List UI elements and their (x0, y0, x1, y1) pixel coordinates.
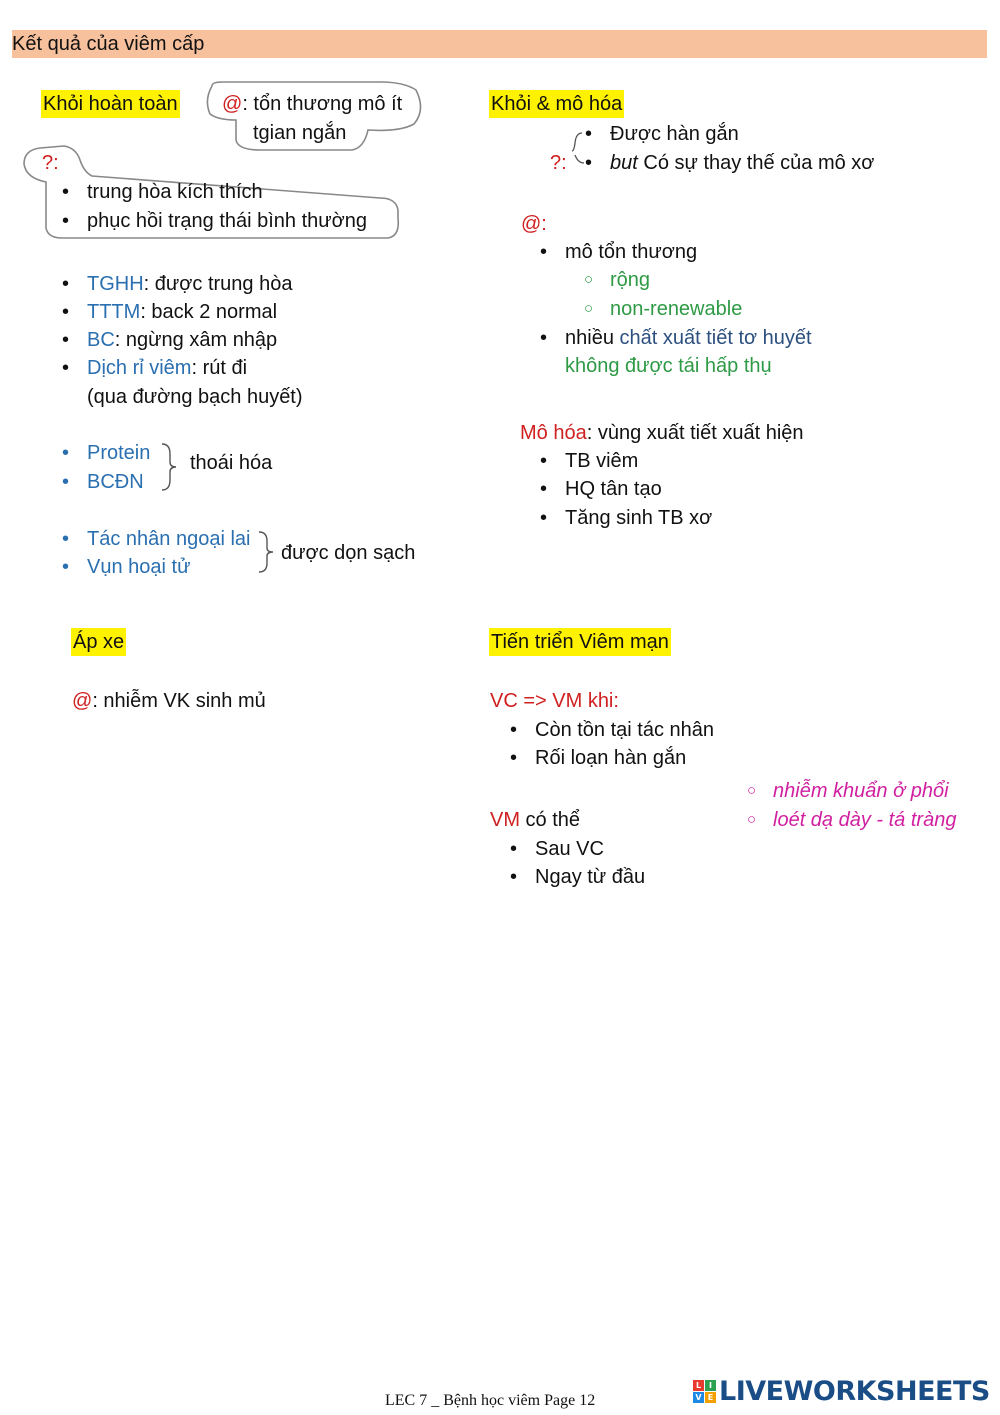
q-symbol: ?: (550, 152, 567, 174)
list-item: • Sau VC (535, 835, 604, 863)
vm-line (490, 806, 580, 834)
q-item: • Được hàn gắn (610, 120, 739, 148)
logo-letter: V (693, 1392, 704, 1403)
item-text: : vùng xuất tiết xuất hiện (586, 422, 804, 444)
heading-khoi-hoan-toan: Khỏi hoàn toàn (41, 90, 180, 118)
but-word: but (610, 152, 638, 174)
pink-item: ○ nhiễm khuẩn ở phổi (773, 777, 949, 805)
liveworksheets-logo[interactable] (693, 1376, 990, 1406)
q-item-text: Có sự thay thế của mô xơ (637, 152, 875, 174)
q-symbol: ?: (42, 152, 59, 174)
mo-hoa-line (520, 419, 804, 447)
at-note-line2: tgian ngắn (253, 122, 347, 144)
list-item (87, 270, 292, 298)
list-item-continuation: không được tái hấp thụ (565, 355, 772, 377)
at-note-text: : tổn thương mô ít (242, 93, 403, 115)
q-item: • trung hòa kích thích (87, 178, 263, 206)
vc-line: VC => VM khi: (490, 690, 619, 712)
heading-khoi-mo-hoa: Khỏi & mô hóa (489, 90, 624, 118)
logo-letter: E (705, 1392, 716, 1403)
sub-item: ○ rộng (610, 266, 650, 294)
list-item: • Rối loạn hàn gắn (535, 744, 686, 772)
list-item (87, 298, 277, 326)
list-item (565, 324, 812, 352)
group2-label: được dọn sạch (281, 542, 416, 564)
q-item (610, 149, 874, 177)
group1-item: • Protein (87, 439, 150, 467)
group1-item: • BCĐN (87, 468, 144, 496)
list-item: • HQ tân tạo (565, 475, 662, 503)
list-item: • mô tổn thương (565, 238, 697, 266)
item-text: : được trung hòa (143, 273, 293, 295)
q-item: • phục hồi trạng thái bình thường (87, 207, 367, 235)
group1-label: thoái hóa (190, 452, 273, 474)
item-text: có thể (520, 809, 581, 831)
list-item-continuation: (qua đường bạch huyết) (87, 386, 303, 408)
brace-icon (257, 530, 277, 574)
heading-ap-xe: Áp xe (71, 628, 126, 656)
page-title: Kết quả của viêm cấp (12, 33, 205, 55)
item-text: : nhiễm VK sinh mủ (92, 690, 266, 712)
term-bc: BC (87, 329, 115, 351)
at-note (222, 90, 402, 118)
ap-xe-note (72, 687, 266, 715)
brace-icon (160, 442, 180, 492)
at-symbol: @ (222, 93, 243, 115)
term-vm: VM (490, 809, 520, 831)
item-text: : rút đi (191, 357, 248, 379)
list-item: • Ngay từ đầu (535, 863, 645, 891)
logo-text: LIVEWORKSHEETS (719, 1375, 990, 1407)
item-text-blue: chất xuất tiết tơ huyết (619, 327, 812, 349)
list-item: • Còn tồn tại tác nhân (535, 716, 714, 744)
logo-letter: L (693, 1380, 704, 1391)
list-item: • Tăng sinh TB xơ (565, 504, 712, 532)
term-mo-hoa: Mô hóa (520, 422, 587, 444)
logo-mark-icon (693, 1380, 716, 1403)
item-text: nhiều (565, 327, 620, 349)
list-item: • TB viêm (565, 447, 638, 475)
group2-item: • Vụn hoại tử (87, 553, 190, 581)
list-item (87, 354, 247, 382)
sub-item: ○ non-renewable (610, 295, 742, 323)
pink-item: ○ loét dạ dày - tá tràng (773, 806, 956, 834)
item-text: : ngừng xâm nhập (114, 329, 278, 351)
at-symbol: @: (521, 213, 547, 235)
at-symbol: @ (72, 690, 93, 712)
logo-letter: I (705, 1380, 716, 1391)
term-dich-ri-viem: Dịch rỉ viêm (87, 357, 192, 379)
item-text: : back 2 normal (140, 301, 278, 323)
group2-item: • Tác nhân ngoại lai (87, 525, 250, 553)
term-tghh: TGHH (87, 273, 144, 295)
heading-tien-trien-viem-man: Tiến triển Viêm mạn (489, 628, 671, 656)
list-item (87, 326, 277, 354)
term-tttm: TTTM (87, 301, 141, 323)
page-footer: LEC 7 _ Bệnh học viêm Page 12 (385, 1392, 596, 1409)
